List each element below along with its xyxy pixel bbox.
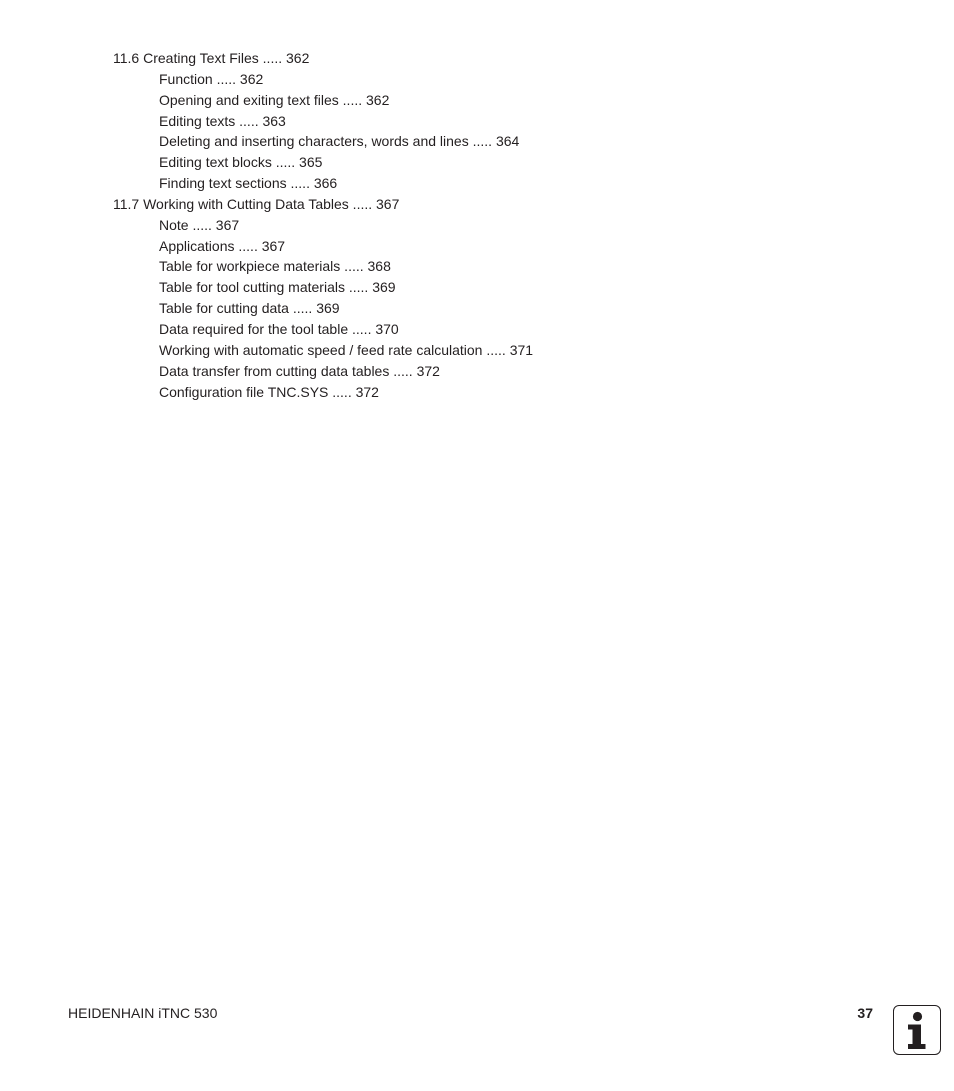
toc-subentry[interactable]: Editing text blocks ..... 365 [159,154,323,171]
footer-product-name: HEIDENHAIN iTNC 530 [68,1005,218,1021]
toc-subentry[interactable]: Data transfer from cutting data tables ..... 372 [159,362,440,379]
info-badge [893,1005,941,1055]
toc-subentry[interactable]: Working with automatic speed / feed rate calculation ..... 371 [159,341,534,358]
toc-subentry[interactable]: Table for cutting data ..... 369 [159,300,340,317]
toc-subentry[interactable]: Applications ..... 367 [159,237,286,254]
toc-section-entry[interactable]: 11.6 Creating Text Files ..... 362 [113,50,310,66]
toc-subentry[interactable]: Finding text sections ..... 366 [159,175,338,192]
toc-subentry[interactable]: Note ..... 367 [159,216,240,233]
toc-subentry[interactable]: Editing texts ..... 363 [159,112,286,129]
toc-subentry[interactable]: Configuration file TNC.SYS ..... 372 [159,383,379,400]
toc-subentry[interactable]: Data required for the tool table ..... 370 [159,320,399,337]
toc-subentry[interactable]: Opening and exiting text files ..... 362 [159,91,390,108]
toc-subentry[interactable]: Table for tool cutting materials ..... 369 [159,279,396,296]
info-icon [894,1006,939,1053]
toc-section-entry[interactable]: 11.7 Working with Cutting Data Tables ..... 367 [113,195,400,212]
toc-subentry[interactable]: Function ..... 362 [159,70,264,87]
page-number: 37 [857,1005,873,1021]
toc-subentry[interactable]: Deleting and inserting characters, words and lines ..... 364 [159,133,520,150]
toc-subentry[interactable]: Table for workpiece materials ..... 368 [159,258,391,275]
table-of-contents [0,48,954,402]
